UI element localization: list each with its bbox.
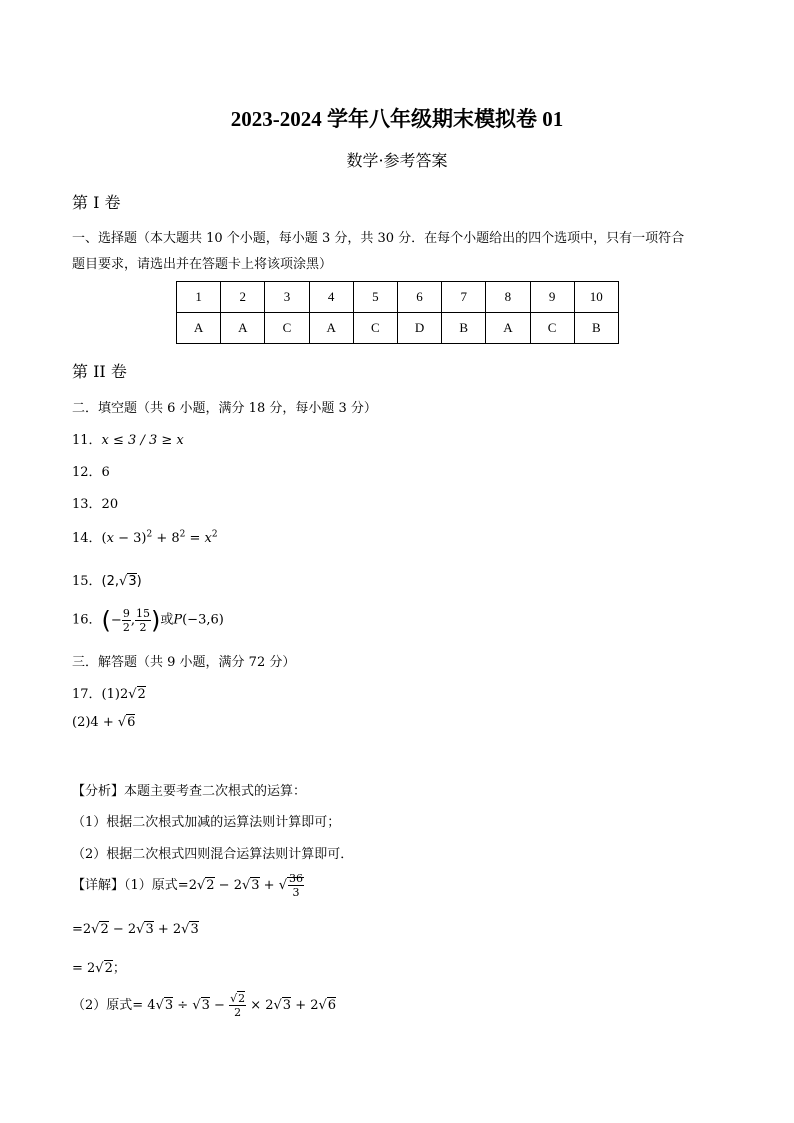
table-cell: 8 (486, 282, 530, 313)
part-label: (2) (72, 715, 91, 730)
answer-13 (72, 493, 118, 512)
detail-1 (72, 872, 304, 899)
analysis-1: （1）根据二次根式加减的运算法则计算即可； (72, 815, 341, 830)
answer-table-answer-row (177, 313, 619, 344)
formula: 2√2 (119, 687, 146, 702)
or-word: 或 (160, 612, 174, 628)
detail-2 (72, 992, 336, 1019)
formula: (2,√3) (101, 574, 142, 589)
analysis-2: （2）根据二次根式四则混合运算法则计算即可． (72, 847, 354, 862)
table-cell: 4 (309, 282, 353, 313)
question-number: 13． (72, 497, 102, 512)
section-3-heading: 三．解答题（共 9 小题，满分 72 分） (72, 655, 296, 670)
answer-11 (72, 429, 184, 448)
question-number: 11． (72, 433, 102, 448)
question-number: 12． (72, 465, 102, 480)
section-1-heading: 一、选择题（本大题共 10 个小题，每小题 3 分，共 30 分．在每个小题给出的四个选项中，只有一项符合 (72, 231, 685, 246)
formula: =2√2 − 2√3 + 2√3 (72, 922, 199, 937)
table-cell: 5 (353, 282, 397, 313)
table-cell: 9 (530, 282, 574, 313)
table-cell: A (221, 313, 265, 344)
table-cell: C (530, 313, 574, 344)
formula: =2√2 − 2√3 + √ $\frac{36}{3}$ (177, 872, 303, 899)
page-subtitle: 数学·参考答案 (346, 151, 448, 170)
table-cell: 3 (265, 282, 309, 313)
detail-1-prefix: （1）原式 (124, 878, 178, 893)
answer-value: x ≤ 3 / 3 ≥ x (101, 433, 184, 448)
answer-16 (72, 606, 224, 634)
answer-value: 20 (101, 497, 119, 512)
detail-1-step-3 (72, 957, 126, 976)
detail-label: 【详解】 (72, 878, 125, 893)
answer-table-number-row (177, 282, 619, 313)
analysis-text: 本题主要考查二次根式的运算： (124, 784, 307, 799)
answer-14 (72, 527, 218, 546)
answer-table (176, 281, 619, 344)
table-cell: A (309, 313, 353, 344)
table-cell: A (486, 313, 530, 344)
table-cell: A (177, 313, 221, 344)
formula: 4 + √6 (90, 715, 136, 730)
formula: (− $\frac{9}{2}$ , $\frac{15}{2}$ ) (101, 606, 161, 634)
part-1-heading: 第 I 卷 (72, 193, 121, 212)
formula: = 4√3 ÷ √3 − $\frac{√2}{2}$ × 2√3 + 2√6 (132, 992, 337, 1019)
table-cell: 7 (442, 282, 486, 313)
formula: $(x - 3)^2 + 8^2 = x^2$ (101, 529, 218, 546)
question-number: 16． (72, 612, 102, 628)
section-2-heading: 二．填空题（共 6 小题，满分 18 分，每小题 3 分） (72, 401, 377, 416)
formula: = 2√2； (72, 961, 126, 976)
question-number: 14． (72, 531, 102, 546)
part-2-heading: 第 II 卷 (72, 362, 127, 381)
analysis-line (72, 780, 306, 799)
question-number: 15． (72, 574, 102, 589)
answer-17-2 (72, 715, 135, 730)
formula: P(−3,6) (173, 612, 224, 628)
answer-15 (72, 570, 142, 589)
table-cell: C (353, 313, 397, 344)
question-number: 17． (72, 687, 102, 702)
table-cell: 1 (177, 282, 221, 313)
table-cell: B (442, 313, 486, 344)
detail-1-step-2 (72, 922, 199, 937)
part-label: (1) (101, 687, 120, 702)
answer-17-1 (72, 683, 146, 702)
answer-12 (72, 461, 110, 480)
table-cell: 6 (397, 282, 441, 313)
table-cell: 10 (574, 282, 618, 313)
detail-2-prefix: （2）原式 (72, 998, 133, 1013)
table-cell: B (574, 313, 618, 344)
table-cell: D (397, 313, 441, 344)
table-cell: C (265, 313, 309, 344)
section-1-heading-cont: 题目要求，请选出并在答题卡上将该项涂黑） (72, 257, 333, 272)
table-cell: 2 (221, 282, 265, 313)
analysis-label: 【分析】 (72, 784, 125, 799)
page-title: 2023-2024 学年八年级期末模拟卷 01 (230, 107, 564, 131)
answer-value: 6 (101, 465, 110, 480)
